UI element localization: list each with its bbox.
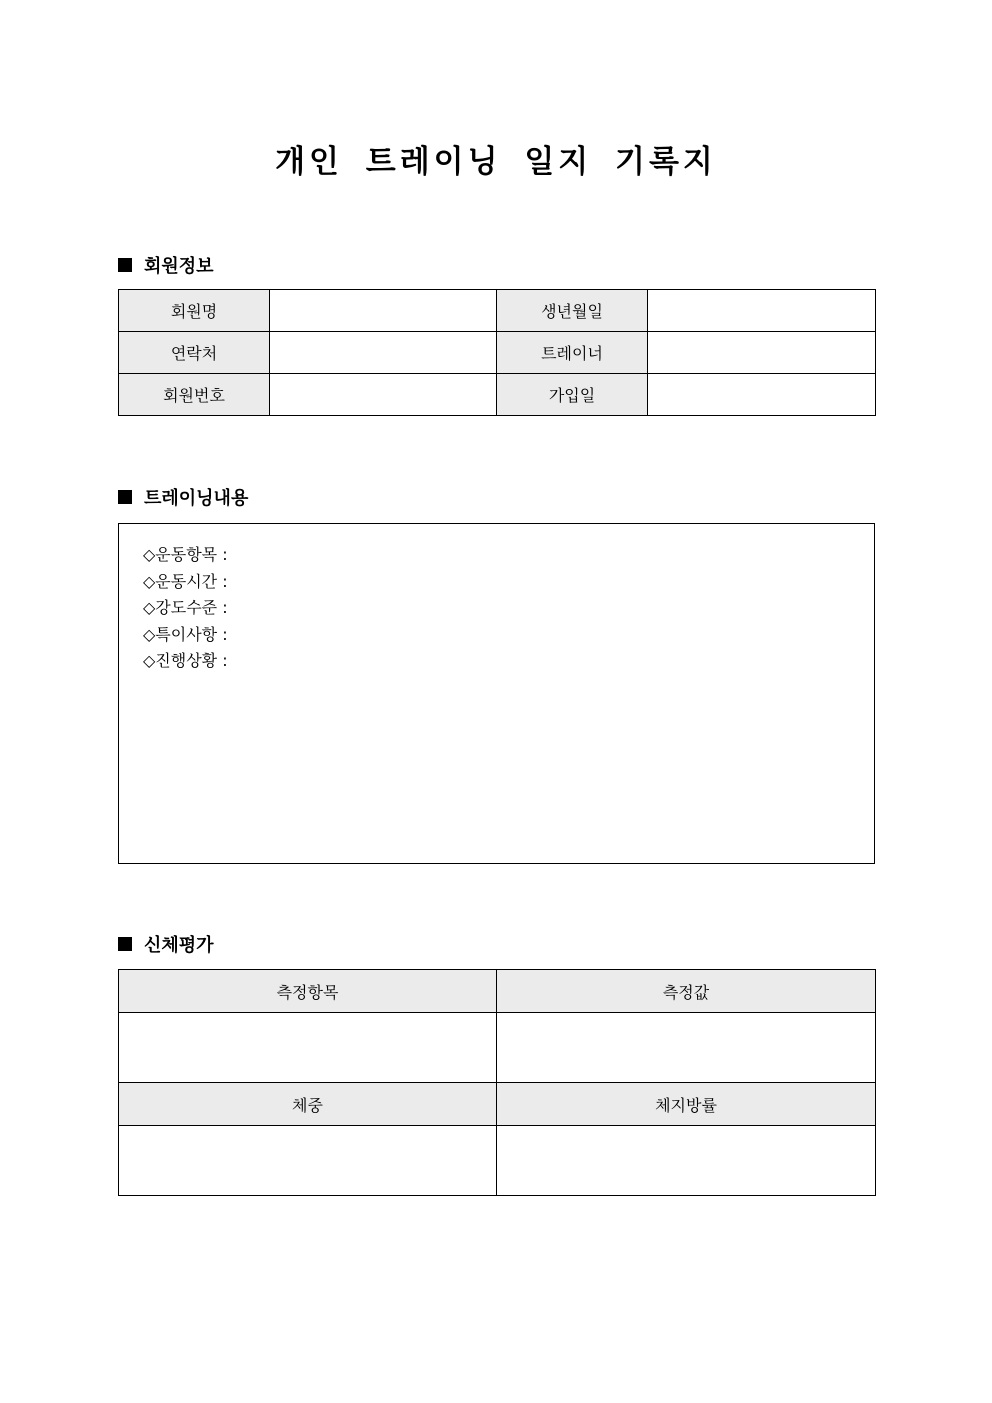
training-content-list — [143, 542, 233, 675]
table-row — [119, 1083, 876, 1126]
training-content-box[interactable] — [118, 523, 875, 864]
body-fat-field[interactable] — [497, 1126, 876, 1196]
notes-label: ◇특이사항 : — [143, 624, 228, 644]
table-row — [119, 290, 876, 332]
weight-field[interactable] — [119, 1126, 497, 1196]
table-row — [119, 374, 876, 416]
trainer-label: 트레이너 — [497, 332, 648, 374]
training-section-title: 트레이닝내용 — [144, 488, 249, 509]
body-section-heading — [118, 932, 214, 956]
member-name-label: 회원명 — [119, 290, 270, 332]
table-row — [119, 1126, 876, 1196]
list-item — [143, 595, 233, 622]
page-title: 개인 트레이닝 일지 기록지 — [275, 144, 717, 180]
progress-label: ◇진행상황 : — [143, 651, 228, 671]
square-bullet-icon — [118, 937, 132, 951]
member-info-table — [118, 289, 876, 416]
list-item — [143, 542, 233, 569]
member-section-heading — [118, 253, 214, 277]
birthdate-field[interactable] — [648, 290, 876, 332]
list-item — [143, 622, 233, 649]
weight-header: 체중 — [119, 1083, 497, 1126]
table-row — [119, 1013, 876, 1083]
training-section-heading — [118, 485, 248, 509]
contact-field[interactable] — [270, 332, 497, 374]
contact-label: 연락처 — [119, 332, 270, 374]
exercise-item-label: ◇운동항목 : — [143, 545, 228, 564]
list-item — [143, 648, 233, 675]
birthdate-label: 생년월일 — [497, 290, 648, 332]
measure-value-header: 측정값 — [497, 970, 876, 1013]
table-row — [119, 332, 876, 374]
measure-item-field[interactable] — [119, 1013, 497, 1083]
list-item — [143, 569, 233, 596]
join-date-label: 가입일 — [497, 374, 648, 416]
member-name-field[interactable] — [270, 290, 497, 332]
member-number-label: 회원번호 — [119, 374, 270, 416]
measure-item-header: 측정항목 — [119, 970, 497, 1013]
measure-value-field[interactable] — [497, 1013, 876, 1083]
body-fat-header: 체지방률 — [497, 1083, 876, 1126]
table-row — [119, 970, 876, 1013]
exercise-time-label: ◇운동시간 : — [143, 571, 228, 591]
member-section-title: 회원정보 — [144, 256, 214, 277]
intensity-label: ◇강도수준 : — [143, 598, 228, 618]
square-bullet-icon — [118, 490, 132, 504]
square-bullet-icon — [118, 258, 132, 272]
join-date-field[interactable] — [648, 374, 876, 416]
member-number-field[interactable] — [270, 374, 497, 416]
trainer-field[interactable] — [648, 332, 876, 374]
body-assessment-table — [118, 969, 876, 1196]
body-section-title: 신체평가 — [144, 935, 214, 956]
